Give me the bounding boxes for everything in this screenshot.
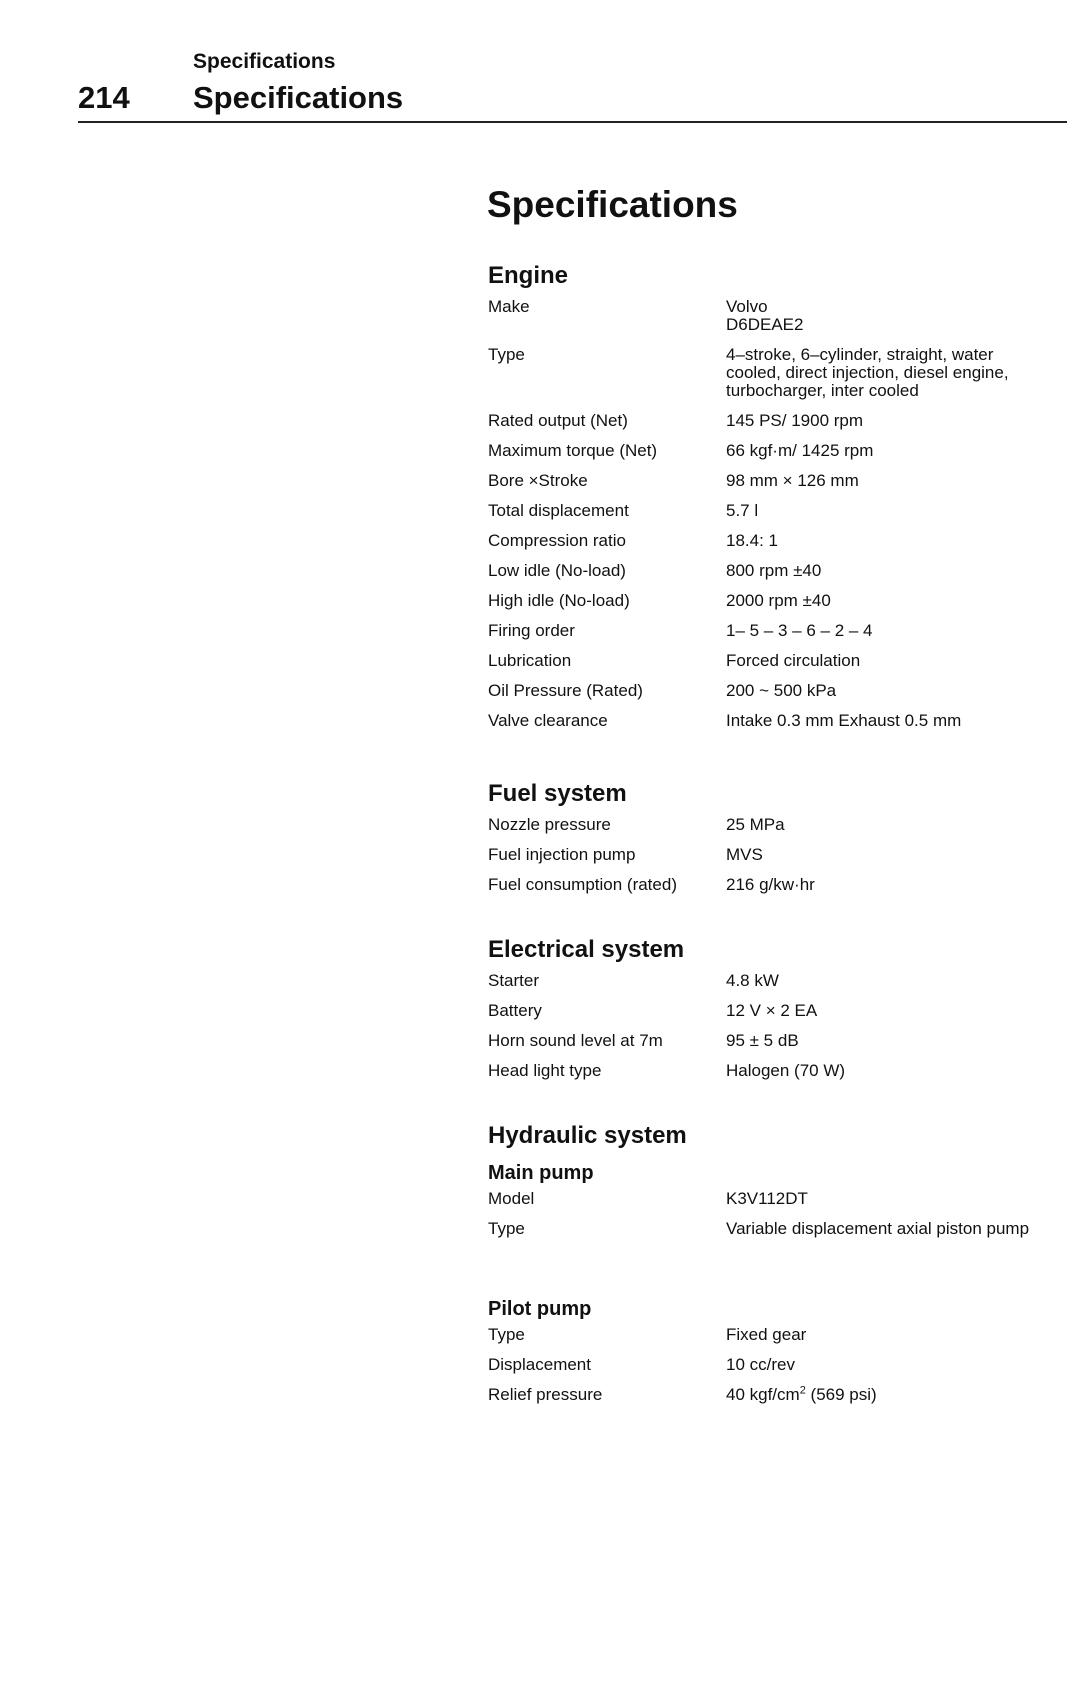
spec-label: Type	[488, 1219, 525, 1238]
spacer	[488, 1250, 1078, 1294]
spec-value: Halogen (70 W)	[726, 1061, 846, 1080]
spec-value: 800 rpm ±40	[726, 561, 822, 580]
spec-row	[488, 1386, 1078, 1404]
spec-label: Make	[488, 297, 530, 316]
spec-label: Fuel injection pump	[488, 845, 636, 864]
spec-label: Relief pressure	[488, 1385, 603, 1404]
spec-label: High idle (No-load)	[488, 591, 630, 610]
spec-row	[488, 412, 1078, 430]
main-pump-title: Main pump	[488, 1162, 594, 1184]
spec-label: Fuel consumption (rated)	[488, 875, 677, 894]
spec-label: Compression ratio	[488, 531, 626, 550]
spec-label: Total displacement	[488, 501, 629, 520]
section-title: Fuel system	[488, 780, 627, 807]
page-number: 214	[78, 80, 130, 115]
spec-value: 145 PS/ 1900 rpm	[726, 411, 864, 430]
page-title: Specifications	[487, 184, 738, 225]
spec-value: 25 MPa	[726, 815, 785, 834]
spec-value: 95 ± 5 dB	[726, 1031, 799, 1050]
engine-section	[488, 260, 1078, 742]
spec-row	[488, 652, 1078, 670]
spec-label: Battery	[488, 1001, 542, 1020]
spec-label: Valve clearance	[488, 711, 608, 730]
spec-row	[488, 442, 1078, 460]
spec-label: Bore ×Stroke	[488, 471, 588, 490]
spec-row	[488, 846, 1078, 864]
section-title: Engine	[488, 262, 569, 289]
value-tail: (569 psi)	[805, 1385, 877, 1404]
spec-row	[488, 298, 1078, 334]
running-title-small: Specifications	[193, 50, 336, 73]
spec-label: Firing order	[488, 621, 575, 640]
spec-row	[488, 816, 1078, 834]
pilot-pump-title: Pilot pump	[488, 1298, 592, 1320]
spec-label: Lubrication	[488, 651, 572, 670]
spec-value: 98 mm × 126 mm	[726, 471, 859, 490]
spec-value: 216 g/kw·hr	[726, 875, 815, 894]
spec-label: Horn sound level at 7m	[488, 1031, 663, 1050]
section-title: Electrical system	[488, 936, 685, 963]
spec-label: Model	[488, 1189, 535, 1208]
spec-row	[488, 532, 1078, 550]
spec-row	[488, 1220, 1078, 1238]
spec-row	[488, 712, 1078, 730]
spec-value: 1– 5 – 3 – 6 – 2 – 4	[726, 621, 873, 640]
spec-row	[488, 502, 1078, 520]
spec-row	[488, 472, 1078, 490]
spec-row	[488, 1032, 1078, 1050]
header-rule	[78, 121, 1067, 123]
spec-label: Maximum torque (Net)	[488, 441, 658, 460]
spec-value: 4.8 kW	[726, 971, 779, 990]
value-superscript: 2	[799, 1384, 806, 1397]
spec-label: Displacement	[488, 1355, 591, 1374]
spec-value: Volvo D6DEAE2	[726, 297, 804, 334]
spec-value: Variable displacement axial piston pump	[726, 1219, 1030, 1238]
spec-value: 66 kgf·m/ 1425 rpm	[726, 441, 874, 460]
section-title: Hydraulic system	[488, 1122, 687, 1149]
hydraulic-system-section	[488, 1120, 1078, 1416]
spec-row	[488, 682, 1078, 700]
spec-row	[488, 1062, 1078, 1080]
spec-label: Oil Pressure (Rated)	[488, 681, 643, 700]
spec-value: 12 V × 2 EA	[726, 1001, 818, 1020]
electrical-system-section	[488, 934, 1078, 1092]
spec-value: K3V112DT	[726, 1189, 808, 1208]
spec-label: Head light type	[488, 1061, 602, 1080]
spec-row	[488, 876, 1078, 894]
spec-label: Type	[488, 1325, 525, 1344]
spec-row	[488, 1356, 1078, 1374]
spec-row	[488, 972, 1078, 990]
spec-value: Intake 0.3 mm Exhaust 0.5 mm	[726, 711, 962, 730]
spec-value: 10 cc/rev	[726, 1355, 795, 1374]
spec-value	[726, 1386, 1078, 1404]
spec-row	[488, 1326, 1078, 1344]
spec-label: Low idle (No-load)	[488, 561, 626, 580]
running-title-large: Specifications	[193, 80, 404, 115]
spec-value: 200 ~ 500 kPa	[726, 681, 837, 700]
spec-row	[488, 1190, 1078, 1208]
spec-label: Starter	[488, 971, 540, 990]
spec-label: Type	[488, 345, 525, 364]
spec-row	[488, 562, 1078, 580]
spec-row	[488, 1002, 1078, 1020]
spec-value: 18.4: 1	[726, 531, 778, 550]
spec-row	[488, 592, 1078, 610]
spec-row	[488, 622, 1078, 640]
spec-row	[488, 346, 1078, 400]
spec-value: 5.7 l	[726, 501, 759, 520]
spec-value: Forced circulation	[726, 651, 861, 670]
spec-label: Rated output (Net)	[488, 411, 628, 430]
spec-label: Nozzle pressure	[488, 815, 611, 834]
value-main: 40 kgf/cm	[726, 1385, 800, 1404]
spec-value: 4–stroke, 6–cylinder, straight, water cooled, direct injection, diesel engine, turbocharger, inter cooled	[726, 345, 1009, 400]
spec-value: MVS	[726, 845, 763, 864]
spec-value: 2000 rpm ±40	[726, 591, 831, 610]
spec-value: Fixed gear	[726, 1325, 807, 1344]
fuel-system-section	[488, 778, 1078, 906]
